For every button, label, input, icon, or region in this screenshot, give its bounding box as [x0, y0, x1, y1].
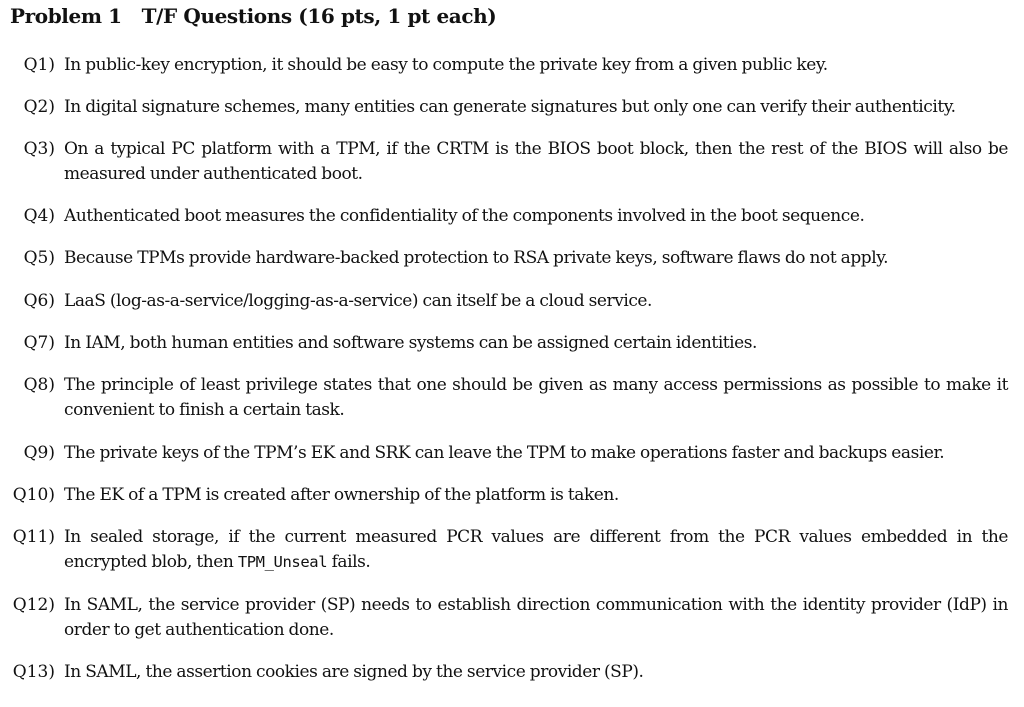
problem-heading	[10, 4, 496, 28]
question-text: In SAML, the service provider (SP) needs to establish direction communication with the identity provider (IdP) in order to get authentication done.	[64, 595, 1008, 640]
question-text: Because TPMs provide hardware-backed protection to RSA private keys, software flaws do not apply.	[64, 248, 889, 268]
question-text: In digital signature schemes, many entities can generate signatures but only one can verify their authenticity.	[64, 97, 956, 117]
question-number: Q10)	[12, 485, 55, 505]
question-text: In IAM, both human entities and software systems can be assigned certain identities.	[64, 333, 758, 353]
problem-title: T/F Questions (16 pts, 1 pt each)	[141, 4, 497, 28]
question-number: Q9)	[23, 443, 55, 463]
question-number: Q1)	[23, 55, 55, 75]
question-text: The EK of a TPM is created after ownership of the platform is taken.	[64, 485, 619, 505]
question-text: LaaS (log-as-a-service/logging-as-a-service) can itself be a cloud service.	[64, 291, 652, 311]
question-number: Q8)	[23, 375, 55, 395]
code-literal: TPM_Unseal	[237, 553, 328, 571]
question-text-before: In sealed storage, if the current measured PCR values are different from the PCR values embedded in the encrypted blob, then	[64, 527, 1008, 572]
question-number: Q7)	[23, 333, 55, 353]
question-text: In public-key encryption, it should be easy to compute the private key from a given public key.	[64, 55, 828, 75]
question-number: Q6)	[23, 291, 55, 311]
question-text-after: fails.	[327, 552, 371, 572]
problem-label: Problem 1	[10, 4, 122, 28]
question-number: Q4)	[23, 206, 55, 226]
question-number: Q2)	[23, 97, 55, 117]
question-text: On a typical PC platform with a TPM, if the CRTM is the BIOS boot block, then the rest of the BIOS will also be measured under authenticated boot.	[64, 139, 1008, 184]
question-text: In SAML, the assertion cookies are signed by the service provider (SP).	[64, 662, 644, 682]
question-text: The principle of least privilege states that one should be given as many access permissions as possible to make it convenient to finish a certain task.	[64, 375, 1008, 420]
question-number: Q3)	[23, 139, 55, 159]
question-number: Q13)	[12, 662, 55, 682]
question-text: The private keys of the TPM’s EK and SRK can leave the TPM to make operations faster and backups easier.	[64, 443, 945, 463]
question-number: Q12)	[12, 595, 55, 615]
question-number: Q11)	[12, 527, 55, 547]
question-text	[64, 525, 1008, 575]
question-number: Q5)	[23, 248, 55, 268]
question-text: Authenticated boot measures the confidentiality of the components involved in the boot sequence.	[64, 206, 865, 226]
